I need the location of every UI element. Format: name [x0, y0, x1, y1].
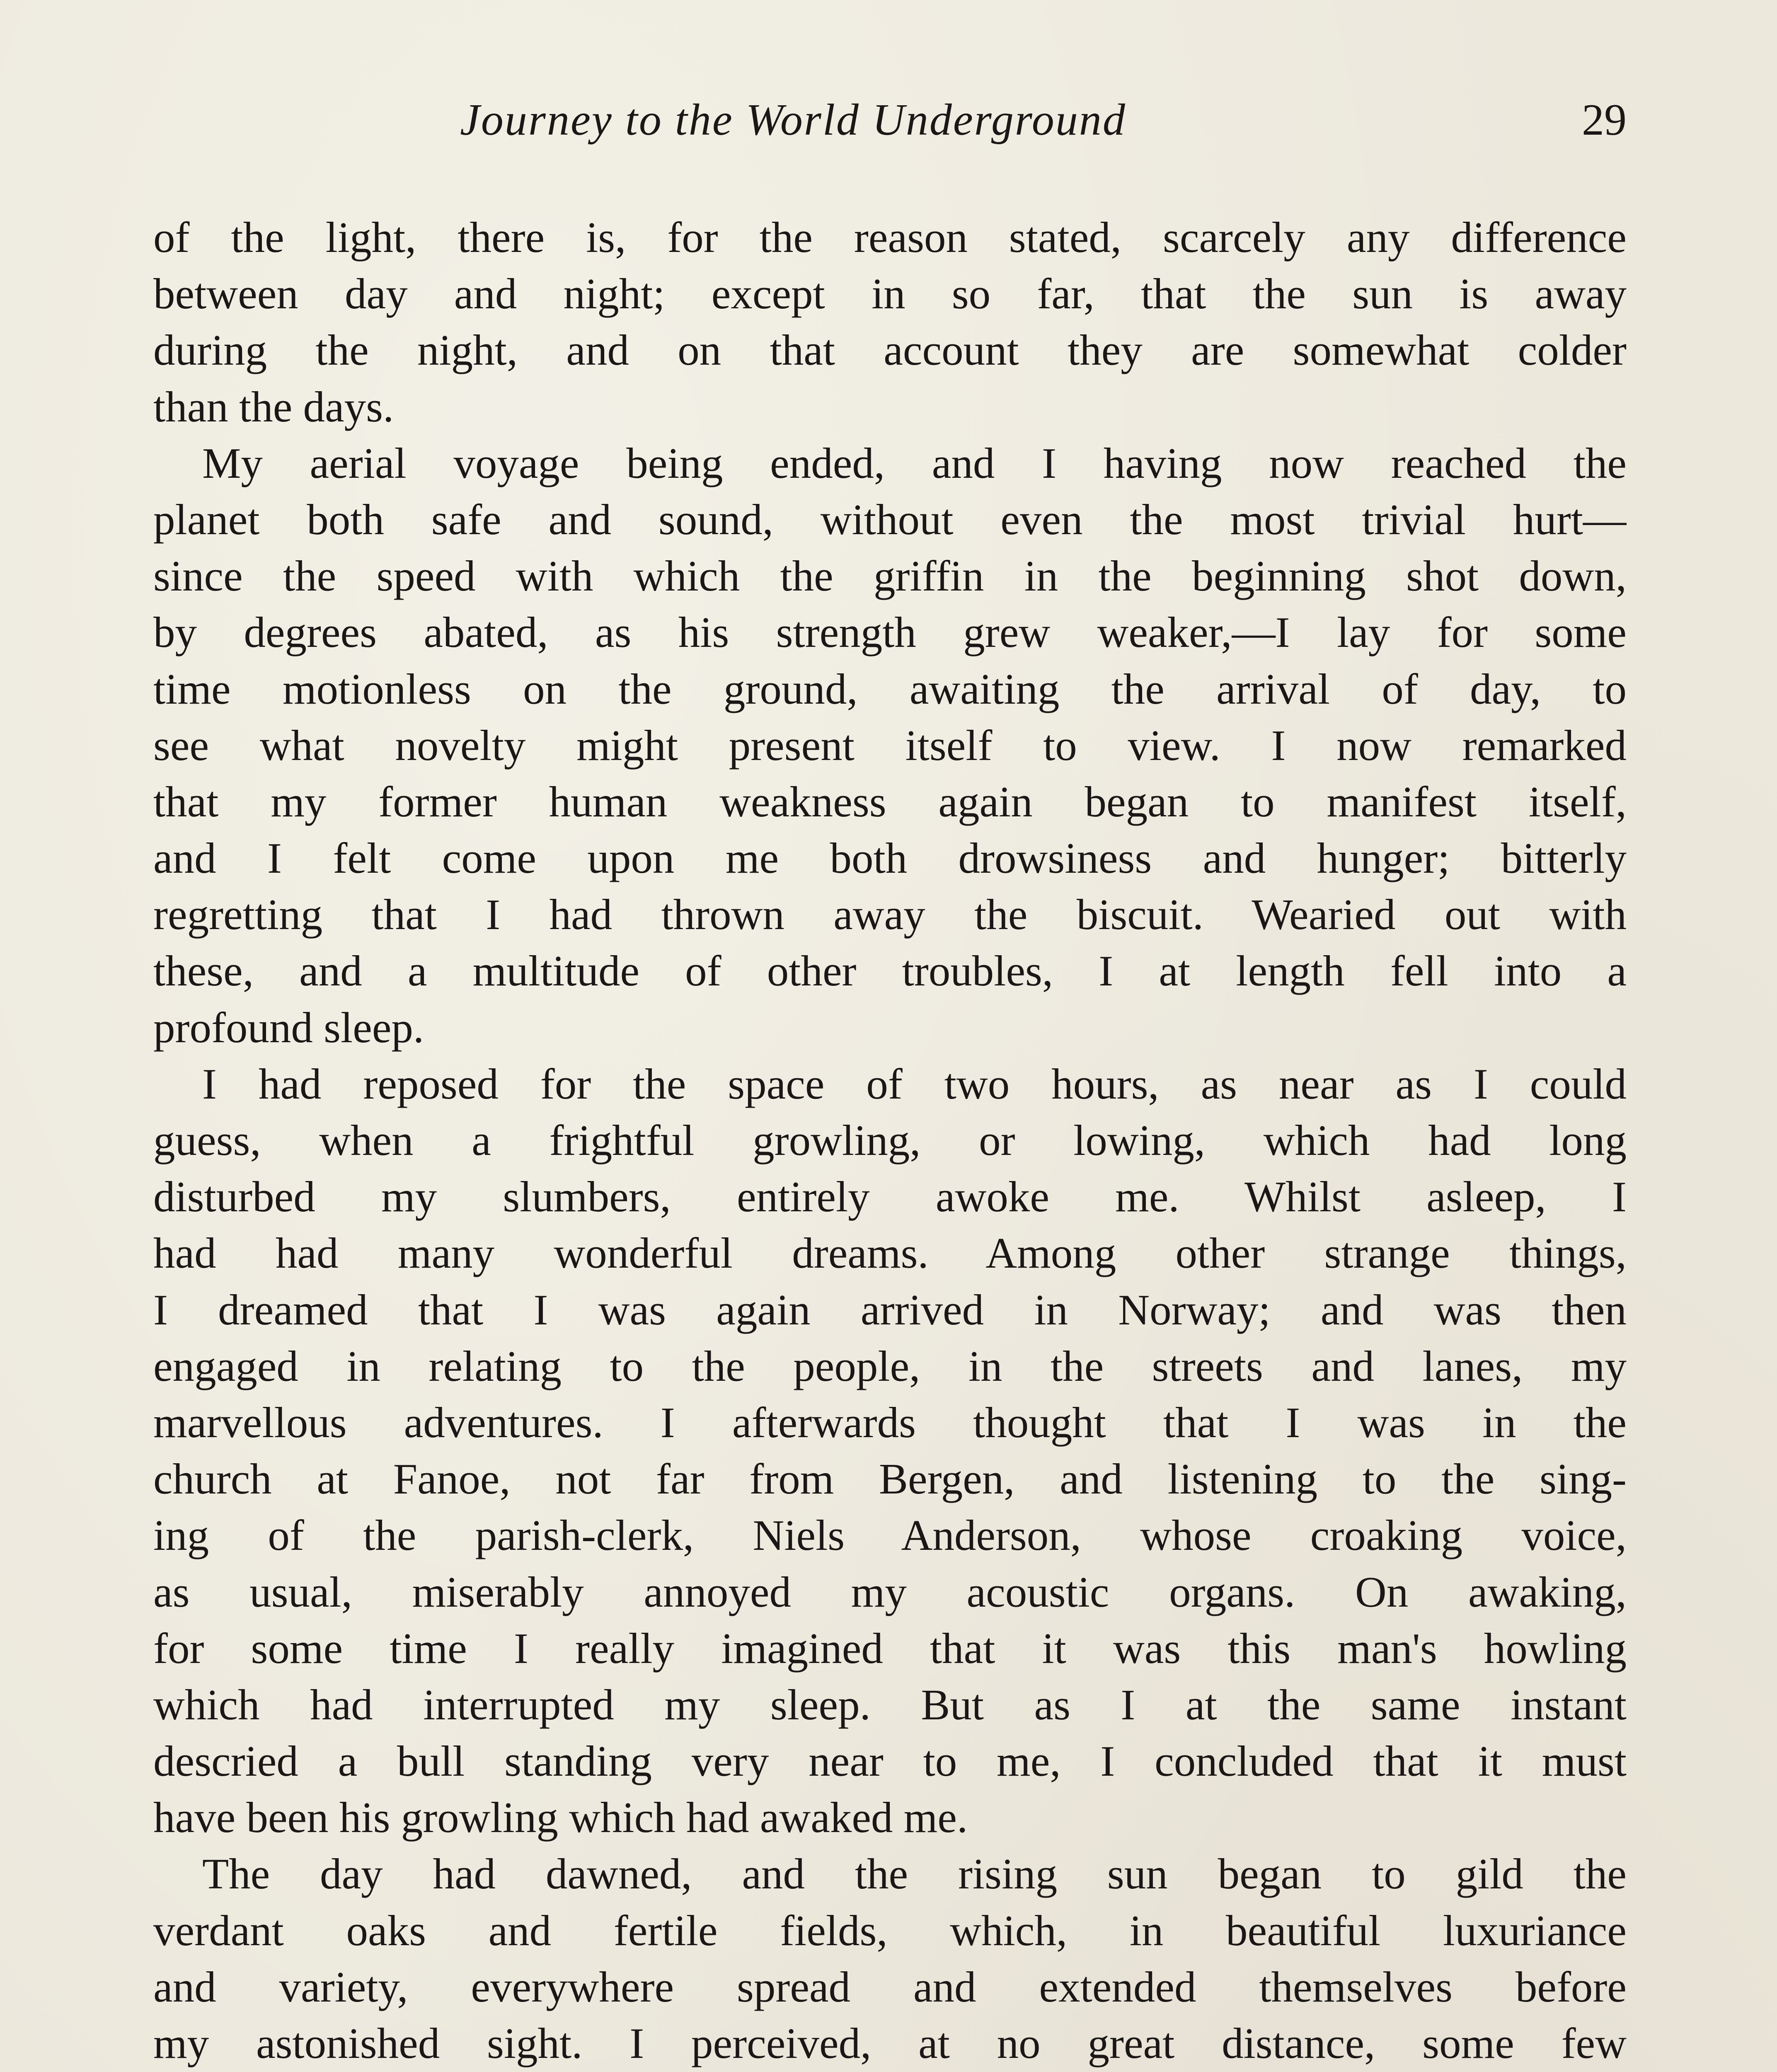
- text-line: regretting that I had thrown away the biscuit. Wearied out with: [153, 890, 1627, 939]
- text-line: have been his growling which had awaked me.: [153, 1793, 968, 1842]
- text-line: which had interrupted my sleep. But as I at the same instant: [153, 1680, 1627, 1729]
- text-line: my astonished sight. I perceived, at no great distance, some few: [153, 2019, 1627, 2067]
- text-line: descried a bull standing very near to me, I concluded that it must: [153, 1737, 1627, 1786]
- text-line: between day and night; except in so far, that the sun is away: [153, 269, 1627, 318]
- running-header: [153, 85, 1627, 155]
- paragraph: [153, 1846, 1627, 2072]
- text-line: had had many wonderful dreams. Among other strange things,: [153, 1229, 1627, 1278]
- text-line: I had reposed for the space of two hours, as near as I could: [202, 1059, 1627, 1108]
- text-line: planet both safe and sound, without even the most trivial hurt—: [153, 495, 1627, 544]
- text-line: ing of the parish-clerk, Niels Anderson, whose croaking voice,: [153, 1511, 1627, 1560]
- text-line: church at Fanoe, not far from Bergen, and listening to the sing-: [153, 1455, 1627, 1503]
- text-line: since the speed with which the griffin in the beginning shot down,: [153, 552, 1627, 600]
- text-line: see what novelty might present itself to view. I now remarked: [153, 721, 1627, 770]
- text-line: these, and a multitude of other troubles, I at length fell into a: [153, 946, 1627, 995]
- text-line: marvellous adventures. I afterwards thought that I was in the: [153, 1398, 1627, 1447]
- text-line: profound sleep.: [153, 1003, 424, 1052]
- text-line: and variety, everywhere spread and extended themselves before: [153, 1962, 1627, 2011]
- text-line: engaged in relating to the people, in the streets and lanes, my: [153, 1341, 1627, 1390]
- text-line: that my former human weakness again began to manifest itself,: [153, 777, 1627, 826]
- text-line: guess, when a frightful growling, or lowing, which had long: [153, 1116, 1627, 1164]
- text-line: of the light, there is, for the reason stated, scarcely any difference: [153, 213, 1627, 261]
- text-line: by degrees abated, as his strength grew weaker,—I lay for some: [153, 608, 1627, 657]
- text-line: and I felt come upon me both drowsiness and hunger; bitterly: [153, 834, 1627, 883]
- text-line: time motionless on the ground, awaiting the arrival of day, to: [153, 664, 1627, 713]
- text-line: The day had dawned, and the rising sun began to gild the: [202, 1849, 1627, 1898]
- text-line: I dreamed that I was again arrived in Norway; and was then: [153, 1285, 1627, 1334]
- text-line: for some time I really imagined that it was this man's howling: [153, 1624, 1627, 1673]
- text-line: verdant oaks and fertile fields, which, in beautiful luxuriance: [153, 1906, 1627, 1955]
- text-line: as usual, miserably annoyed my acoustic organs. On awaking,: [153, 1567, 1627, 1616]
- body-text: [153, 209, 1627, 2072]
- text-line: than the days.: [153, 382, 394, 431]
- paragraph: [153, 1056, 1627, 1846]
- paragraph: [153, 435, 1627, 1056]
- text-line: My aerial voyage being ended, and I having now reached the: [202, 438, 1627, 487]
- text-line: during the night, and on that account they are somewhat colder: [153, 326, 1627, 375]
- page-number: 29: [1582, 95, 1627, 145]
- running-title: Journey to the World Underground: [460, 95, 1126, 145]
- paragraph: [153, 209, 1627, 435]
- text-line: disturbed my slumbers, entirely awoke me. Whilst asleep, I: [153, 1172, 1627, 1221]
